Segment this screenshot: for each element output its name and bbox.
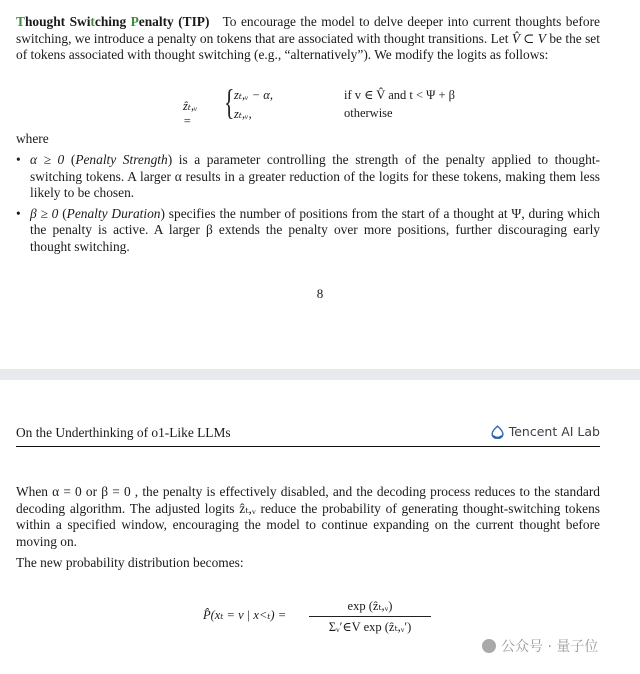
brace-symbol: { bbox=[224, 82, 235, 122]
disabled-penalty-paragraph: When α = 0 or β = 0 , the penalty is effectively disabled, and the decoding process reduces to the standard decoding algorithm. The adjusted logits ẑₜ,ᵥ reduce the probability of generating thought-switching tokens within a specified window, encouraging the model to continue expanding on the current thought before moving on. bbox=[16, 484, 600, 549]
wechat-icon bbox=[482, 639, 496, 653]
fraction bbox=[309, 598, 431, 635]
numerator: exp (ẑₜ,ᵥ) bbox=[347, 599, 393, 613]
distribution-intro: The new probability distribution becomes: bbox=[16, 555, 244, 570]
tencent-logo-icon bbox=[491, 425, 504, 439]
section-title: Thought Switching Penalty (TIP) bbox=[16, 14, 210, 29]
page-number: 8 bbox=[316, 286, 324, 301]
equation-lhs: P̂(xₜ = v | x<ₜ) = bbox=[203, 608, 287, 622]
watermark-text: 公众号 · 量子位 bbox=[501, 639, 599, 655]
bullet-icon: • bbox=[16, 152, 21, 167]
denominator: Σᵥ′∈V exp (ẑₜ,ᵥ′) bbox=[328, 620, 412, 634]
parameter-list bbox=[16, 152, 600, 260]
equation-lhs: ẑₜ,ᵥ = bbox=[183, 99, 198, 128]
equation-case-2: zₜ,ᵥ, otherwise bbox=[234, 106, 393, 121]
tip-paragraph bbox=[16, 14, 600, 64]
paper-title: On the Underthinking of o1-Like LLMs bbox=[16, 425, 231, 440]
bullet-icon: • bbox=[16, 205, 21, 221]
equation-case-1: zₜ,ᵥ − α, if v ∈ V̂ and t < Ψ + β bbox=[234, 88, 456, 102]
watermark bbox=[482, 636, 598, 656]
list-item-beta: • β ≥ 0 (Penalty Duration) specifies the number of positions from the start of a thought at Ψ, during which the penalty is active. A larger β extends the penalty over more positions, further discouraging early thought switching. bbox=[16, 205, 600, 254]
intro-text: To encourage the model to delve deeper into current thoughts before switching, we introduce a penalty on tokens that are associated with thought transitions. Let bbox=[16, 14, 600, 46]
brand-name: Tencent AI Lab bbox=[508, 424, 600, 439]
page-separator bbox=[0, 369, 640, 380]
where-label: where bbox=[16, 131, 49, 146]
running-header bbox=[16, 424, 600, 447]
list-item-alpha: • α ≥ 0 (Penalty Strength) is a parameter controlling the strength of the penalty applied to thought-switching tokens. A larger α results in a greater reduction of the logits for these tokens, making them less likely to be chosen. bbox=[16, 152, 601, 201]
brand-logo-block bbox=[491, 424, 600, 439]
vhat-sentence: be the set of tokens associated with thought switching (e.g., “alternatively”). We modify the logits as follows: bbox=[16, 30, 600, 63]
subset-expression: V̂ ⊂ V bbox=[511, 30, 546, 46]
